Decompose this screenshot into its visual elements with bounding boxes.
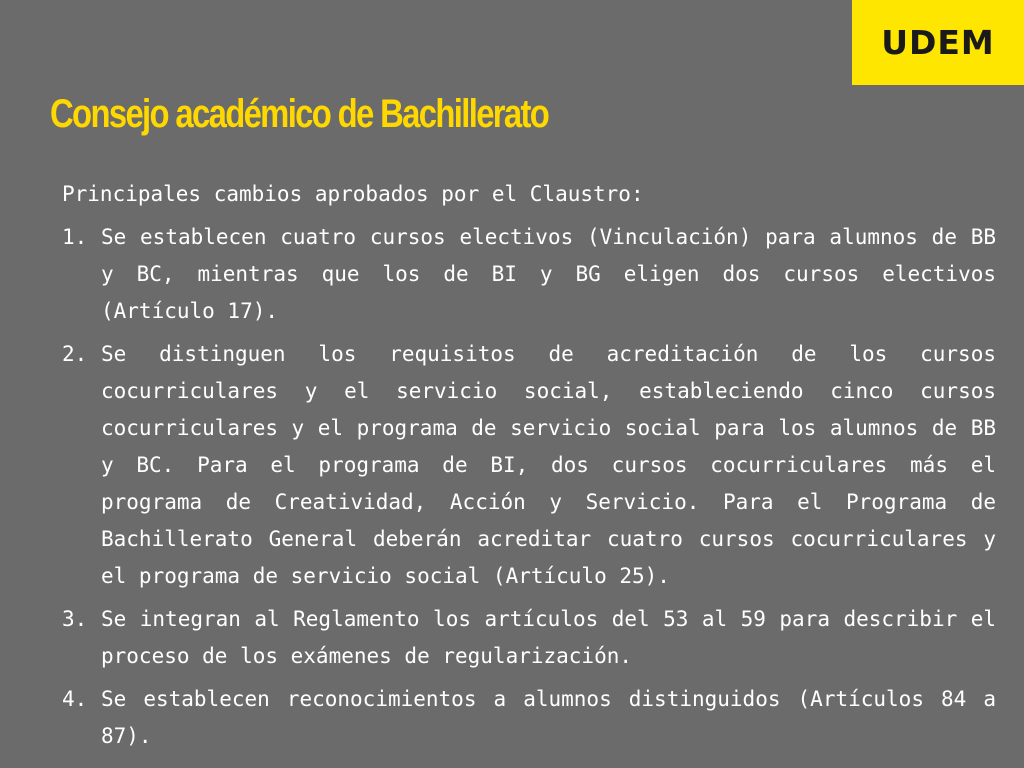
list-item: [62, 219, 996, 330]
intro-text: Principales cambios aprobados por el Claustro:: [62, 182, 644, 206]
list-item: [62, 336, 996, 595]
udem-logo: [852, 0, 1024, 85]
item-number: 2.: [62, 342, 88, 366]
item-number: 3.: [62, 607, 88, 631]
changes-list: [62, 219, 996, 755]
list-item: [62, 601, 996, 675]
item-text: Se distinguen los requisitos de acreditación de los cursos cocurriculares y el servicio social, estableciendo cinco cursos cocurriculares y el programa de servicio social para los alumnos de BB y BC. Para el programa de BI, dos cursos cocurriculares más el programa de Creatividad, Acción y Servicio. Para el Programa de Bachillerato General deberán acreditar cuatro cursos cocurriculares y el programa de servicio social (Artículo 25).: [101, 342, 996, 588]
slide-content: [62, 176, 996, 761]
item-number: 4.: [62, 687, 88, 711]
item-text: Se establecen reconocimientos a alumnos distinguidos (Artículos 84 a 87).: [101, 687, 996, 748]
item-text: Se establecen cuatro cursos electivos (Vinculación) para alumnos de BB y BC, mientras que los de BI y BG eligen dos cursos electivos (Artículo 17).: [101, 225, 996, 323]
slide-title: Consejo académico de Bachillerato: [50, 92, 549, 136]
list-item: [62, 681, 996, 755]
item-text: Se integran al Reglamento los artículos del 53 al 59 para describir el proceso de los exámenes de regularización.: [101, 607, 996, 668]
logo-text: UDEM: [881, 23, 995, 62]
item-number: 1.: [62, 225, 88, 249]
